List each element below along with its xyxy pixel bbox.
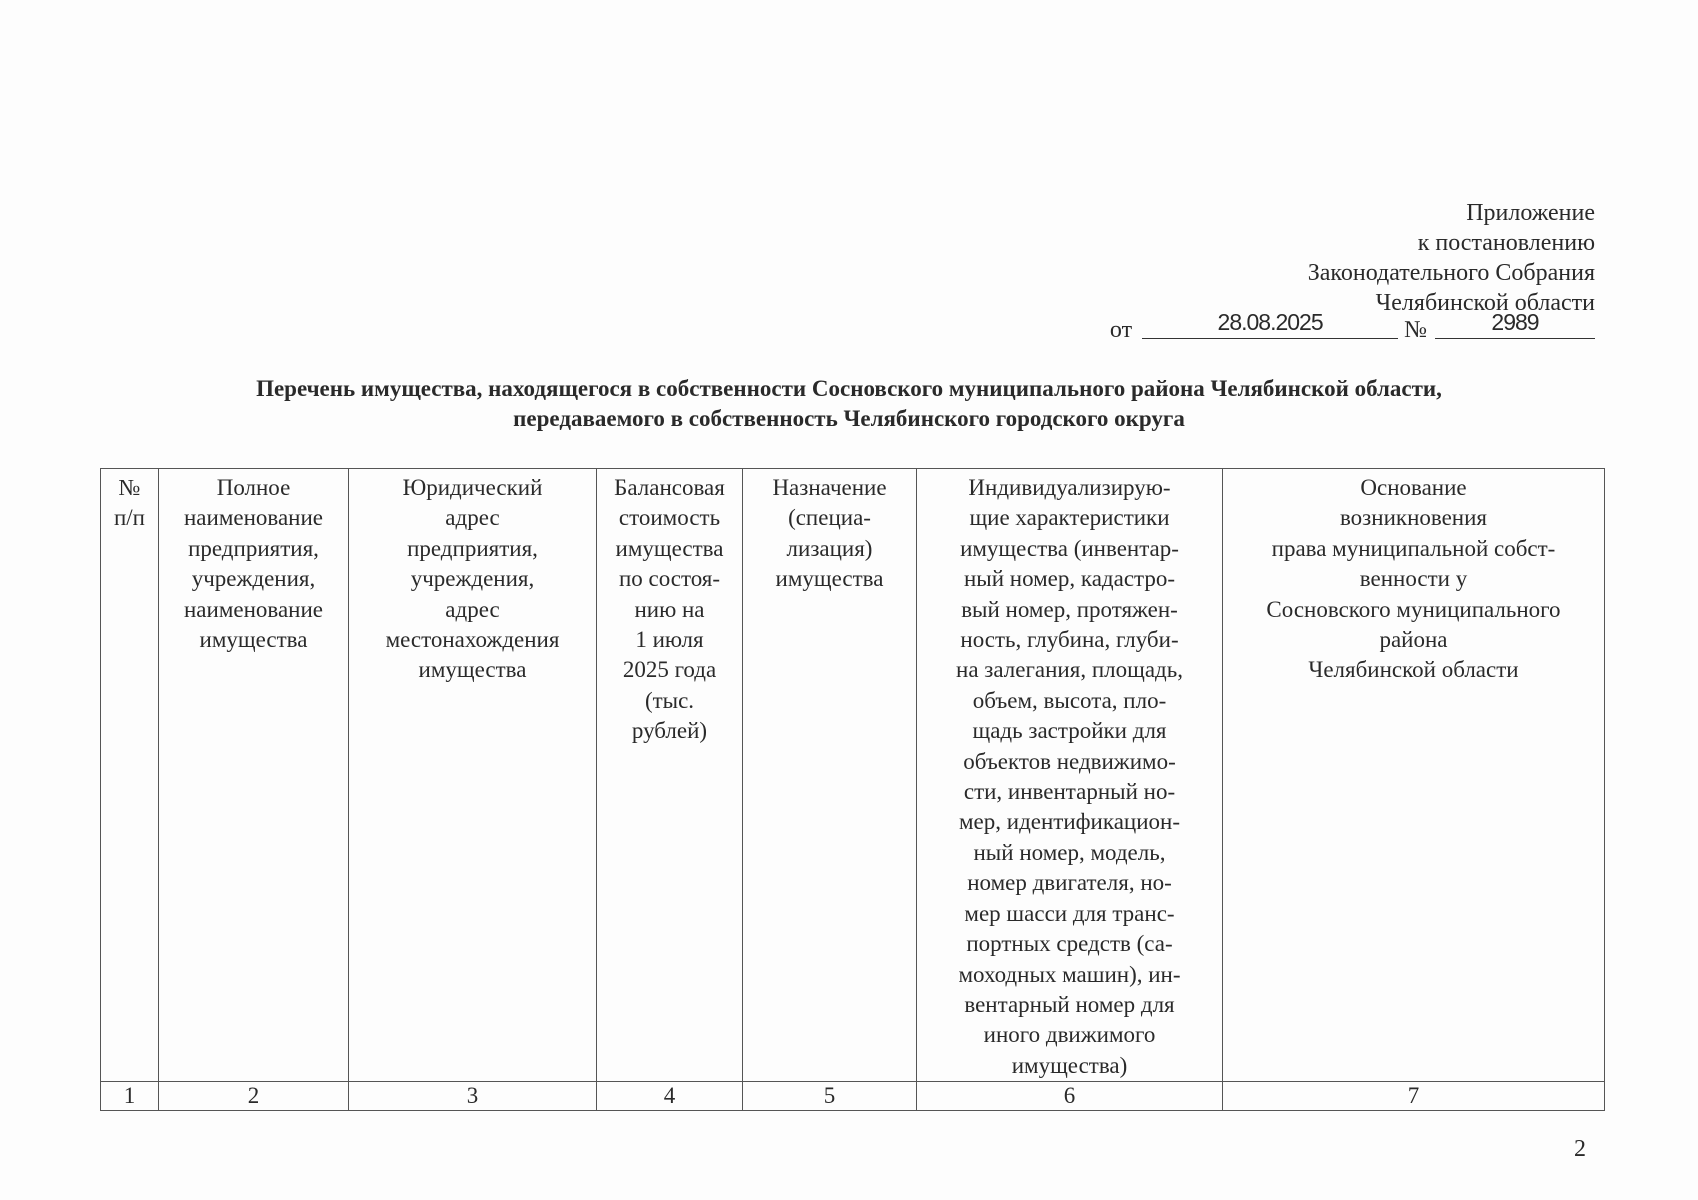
header-text-line: мер шасси для транс- bbox=[964, 900, 1175, 926]
page-number: 2 bbox=[1574, 1136, 1586, 1162]
header-text-line: местонахождения bbox=[385, 627, 560, 653]
header-cell-balance-value bbox=[597, 469, 743, 1082]
header-cell-purpose bbox=[743, 469, 917, 1082]
header-text-line: Челябинской области bbox=[1308, 657, 1519, 683]
header-text-line: адрес bbox=[445, 596, 500, 622]
header-text-line: имущества bbox=[615, 535, 724, 561]
header-text-line: Индивидуализирую- bbox=[968, 475, 1171, 500]
column-number-row bbox=[101, 1082, 1605, 1111]
header-text-line: наименование bbox=[184, 505, 323, 531]
header-text-line: на залегания, площадь, bbox=[956, 657, 1183, 683]
header-text-line: ный номер, модель, bbox=[973, 839, 1166, 865]
document-title bbox=[0, 374, 1698, 434]
header-cell-characteristics bbox=[917, 469, 1223, 1082]
header-cell-address bbox=[349, 469, 597, 1082]
column-number: 1 bbox=[101, 1082, 159, 1111]
header-text-line: Полное bbox=[216, 475, 291, 500]
header-text-line: Сосновского муниципального bbox=[1266, 596, 1561, 622]
header-text-line: вый номер, протяжен- bbox=[961, 596, 1178, 622]
header-text-line: 1 июля bbox=[635, 627, 704, 653]
header-text-line: имущества bbox=[199, 627, 308, 653]
header-text-line: учреждения, bbox=[191, 566, 316, 592]
header-text-line: объем, высота, пло- bbox=[972, 687, 1167, 713]
header-cell-name bbox=[159, 469, 349, 1082]
resolution-date: 28.08.2025 bbox=[1142, 308, 1398, 339]
resolution-number: 2989 bbox=[1435, 308, 1595, 339]
property-table bbox=[100, 468, 1605, 1111]
column-number: 5 bbox=[743, 1082, 917, 1111]
header-text-line: предприятия, bbox=[188, 535, 319, 561]
title-line-1: Перечень имущества, находящегося в собственности Сосновского муниципального района Челябинской области, bbox=[256, 376, 1442, 401]
from-label: от bbox=[1109, 317, 1133, 343]
header-text-line: имущества (инвентар- bbox=[960, 535, 1179, 561]
header-text-line: Назначение bbox=[772, 475, 887, 500]
header-text-line: (тыс. bbox=[644, 687, 695, 713]
header-text-line: номер двигателя, но- bbox=[967, 870, 1172, 896]
header-text-line: по состоя- bbox=[618, 566, 721, 592]
header-text-line: имущества bbox=[775, 566, 884, 592]
header-text-line: стоимость bbox=[618, 505, 721, 531]
header-text-line: (специа- bbox=[788, 505, 871, 531]
header-text-line: вентарный номер для bbox=[964, 991, 1175, 1017]
header-text-line: иного движимого bbox=[983, 1022, 1156, 1048]
title-line-2: передаваемого в собственность Челябинского городского округа bbox=[513, 406, 1185, 431]
table-header-row bbox=[101, 469, 1605, 1082]
appendix-line-4: Челябинской области bbox=[1375, 290, 1595, 316]
header-text-line: имущества) bbox=[1011, 1052, 1128, 1078]
header-text-line: Балансовая bbox=[614, 475, 725, 500]
header-text-line: мер, идентификацион- bbox=[959, 809, 1180, 835]
header-text-line: объектов недвижимо- bbox=[963, 748, 1176, 774]
header-text-line: ность, глубина, глуби- bbox=[960, 627, 1179, 653]
header-text-line: района bbox=[1379, 627, 1448, 653]
column-number: 7 bbox=[1223, 1082, 1605, 1111]
appendix-line-1: Приложение bbox=[1466, 200, 1595, 226]
header-text-line: рублей) bbox=[631, 718, 708, 744]
header-text-line: сти, инвентарный но- bbox=[963, 779, 1176, 805]
header-cell-number bbox=[101, 469, 159, 1082]
column-number: 3 bbox=[349, 1082, 597, 1111]
header-text-line: ный номер, кадастро- bbox=[963, 566, 1176, 592]
header-text-line: № bbox=[118, 475, 141, 500]
header-text-line: венности у bbox=[1359, 566, 1468, 592]
appendix-line-3: Законодательного Собрания bbox=[1307, 260, 1595, 286]
header-text-line: Юридический bbox=[402, 475, 543, 500]
header-text-line: имущества bbox=[418, 657, 527, 683]
appendix-line-2: к постановлению bbox=[1417, 230, 1595, 256]
resolution-date-number bbox=[1109, 309, 1595, 343]
header-text-line: лизация) bbox=[786, 535, 873, 561]
header-text-line: наименование bbox=[184, 596, 323, 622]
header-text-line: портных средств (са- bbox=[966, 931, 1173, 957]
header-text-line: учреждения, bbox=[410, 566, 535, 592]
number-label: № bbox=[1404, 317, 1427, 343]
header-text-line: адрес bbox=[445, 505, 500, 531]
header-text-line: щадь застройки для bbox=[972, 718, 1167, 744]
header-text-line: п/п bbox=[113, 505, 145, 531]
column-number: 6 bbox=[917, 1082, 1223, 1111]
column-number: 4 bbox=[597, 1082, 743, 1111]
header-text-line: нию на bbox=[634, 596, 705, 622]
header-text-line: моходных машин), ин- bbox=[958, 961, 1181, 987]
header-text-line: Основание bbox=[1360, 475, 1467, 500]
header-cell-ownership-basis bbox=[1223, 469, 1605, 1082]
header-text-line: 2025 года bbox=[622, 657, 717, 683]
appendix-block bbox=[1308, 198, 1595, 318]
header-text-line: возникновения bbox=[1339, 505, 1488, 531]
column-number: 2 bbox=[159, 1082, 349, 1111]
header-text-line: щие характеристики bbox=[969, 505, 1170, 531]
header-text-line: предприятия, bbox=[407, 535, 538, 561]
header-text-line: права муниципальной собст- bbox=[1271, 535, 1556, 561]
